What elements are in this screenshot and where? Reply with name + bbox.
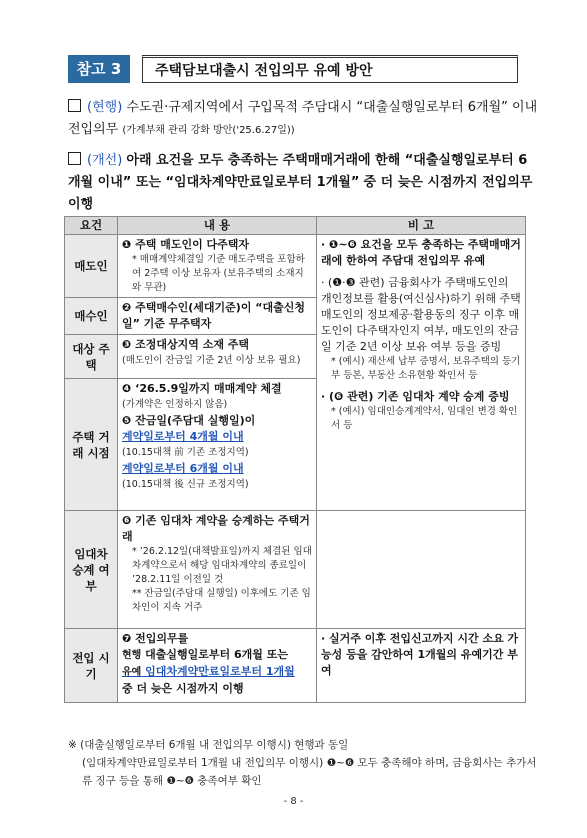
footer-note-1: ※ (대출실행일로부터 6개월 내 전입의무 이행시) 현행과 동일 <box>68 739 349 751</box>
req-seller: 매도인 <box>65 235 118 298</box>
timing-l4: 계약일로부터 6개월 이내 <box>122 462 244 475</box>
timing-l4s: (10.15대책 後 신규 조정지역) <box>122 479 249 490</box>
req-buyer: 매수인 <box>65 298 118 335</box>
current-text: 수도권·규제지역에서 구입목적 주담대시 “대출실행일로부터 6개월” 이내 전입의무 <box>68 100 538 137</box>
table-header-row <box>65 217 526 235</box>
timing-l1: ❹ ‘26.5.9일까지 매매계약 체결 <box>122 382 282 395</box>
lease-sub-1: * ’26.2.12일(대책발표일)까지 체결된 임대차계약으로서 해당 임대차계약의 종료일이 ’28.2.11일 이전일 것 <box>132 546 312 585</box>
remarks-top <box>317 235 526 511</box>
req-target: 대상 주택 <box>65 335 118 379</box>
move-l3-text: 임대차계약만료일로부터 1개월 <box>145 665 295 678</box>
page-number: - 8 - <box>283 796 304 807</box>
note-1: · ❶~❻ 요건을 모두 충족하는 주택매매거래에 한하여 주담대 전입의무 유예 <box>321 238 521 267</box>
timing-l3s: (10.15대책 前 기존 조정지역) <box>122 447 249 458</box>
remarks-lease <box>317 511 526 629</box>
content-buyer <box>118 298 317 335</box>
improve-text: 아래 요건을 모두 충족하는 주택매매거래에 한해 “대출실행일로부터 6개월 이내” 또는 “임대차계약만료일로부터 1개월” <box>68 153 528 190</box>
buyer-title: ❷ 주택매수인(세대기준)이 “대출신청일” 기준 무주택자 <box>122 301 306 330</box>
move-l2 <box>122 647 312 664</box>
timing-l2: ❺ 잔금일(주담대 실행일)이 <box>122 414 256 427</box>
improve-tag: (개선) <box>87 153 123 168</box>
note-2-sub: * (예시) 재산세 납부 증명서, 보유주택의 등기부 등본, 부동산 소유현황 확인서 등 <box>331 356 521 381</box>
improve-paragraph <box>68 150 538 216</box>
table-row <box>65 629 526 703</box>
content-move <box>118 629 317 703</box>
note-3: · (❻ 관련) 기존 임대차 계약 승계 증빙 <box>321 390 510 403</box>
checkbox-icon <box>68 99 81 112</box>
move-defer-tag: 유예 <box>122 667 142 678</box>
note-4: · 실거주 이후 전입신고까지 시간 소요 가능성 등을 감안하여 1개월의 유예기간 부여 <box>321 632 519 677</box>
move-l4: 중 더 늦은 시점까지 이행 <box>122 682 244 695</box>
header-requirement: 요건 <box>65 217 118 235</box>
note-3-sub: * (예시) 임대인승계계약서, 임대인 변경 확인서 등 <box>331 406 518 431</box>
header-content: 내 용 <box>118 217 317 235</box>
requirements-table <box>64 216 526 703</box>
lease-sub-2: ** 잔금일(주담대 실행일) 이후에도 기존 임차인이 지속 거주 <box>132 588 311 613</box>
table-row <box>65 235 526 298</box>
target-sub: (매도인이 잔금일 기준 2년 이상 보유 필요) <box>122 355 301 366</box>
note-2: · (❶·❸ 관련) 금융회사가 주택매도인의 개인정보를 활용(여신심사)하기 위해 주택매도인의 정보제공·활용동의 징구 이후 매도인이 다주택자인지 여부, 매도인의 잔금일 기준 2년 이상 보유 여부 등을 증빙 <box>321 276 521 353</box>
header-remarks: 비 고 <box>317 217 526 235</box>
seller-title: ❶ 주택 매도인이 다주택자 <box>122 238 250 251</box>
move-current-tag: 현행 <box>122 650 142 661</box>
remarks-move <box>317 629 526 703</box>
table-row <box>65 511 526 629</box>
timing-l3: 계약일로부터 4개월 이내 <box>122 430 244 443</box>
content-seller <box>118 235 317 298</box>
seller-sub: * 매매계약체결일 기준 매도주택을 포함하여 2주택 이상 보유자 (보유주택의 소재지와 무관) <box>132 254 305 293</box>
timing-l1s: (가계약은 인정하지 않음) <box>122 399 228 410</box>
current-tag: (현행) <box>87 100 123 115</box>
target-title: ❸ 조정대상지역 소재 주택 <box>122 338 250 351</box>
content-target <box>118 335 317 379</box>
current-paragraph <box>68 97 538 142</box>
content-timing <box>118 379 317 511</box>
current-note: (가계부채 관리 강화 방안('25.6.27일)) <box>122 125 295 136</box>
section-badge: 참고 3 <box>68 55 130 83</box>
move-l3 <box>122 664 312 681</box>
move-l1: ❼ 전입의무를 <box>122 632 189 645</box>
improve-text-2: 중 더 늦은 시점까지 전입의무 이행 <box>68 175 533 212</box>
req-lease: 임대차 승계 여부 <box>65 511 118 629</box>
req-move: 전입 시기 <box>65 629 118 703</box>
section-title: 주택담보대출시 전입의무 유예 방안 <box>142 55 518 83</box>
req-timing: 주택 거래 시점 <box>65 379 118 511</box>
checkbox-icon <box>68 152 81 165</box>
lease-title: ❻ 기존 임대차 계약을 승계하는 주택거래 <box>122 514 310 543</box>
footer-note-2: (임대차계약만료일로부터 1개월 내 전입의무 이행시) ❶~❻ 모두 충족해야 하며, 금융회사는 추가서류 징구 등을 통해 ❶~❻ 충족여부 확인 <box>82 757 537 787</box>
move-l2-text: 대출실행일로부터 6개월 또는 <box>145 648 288 661</box>
content-lease <box>118 511 317 629</box>
